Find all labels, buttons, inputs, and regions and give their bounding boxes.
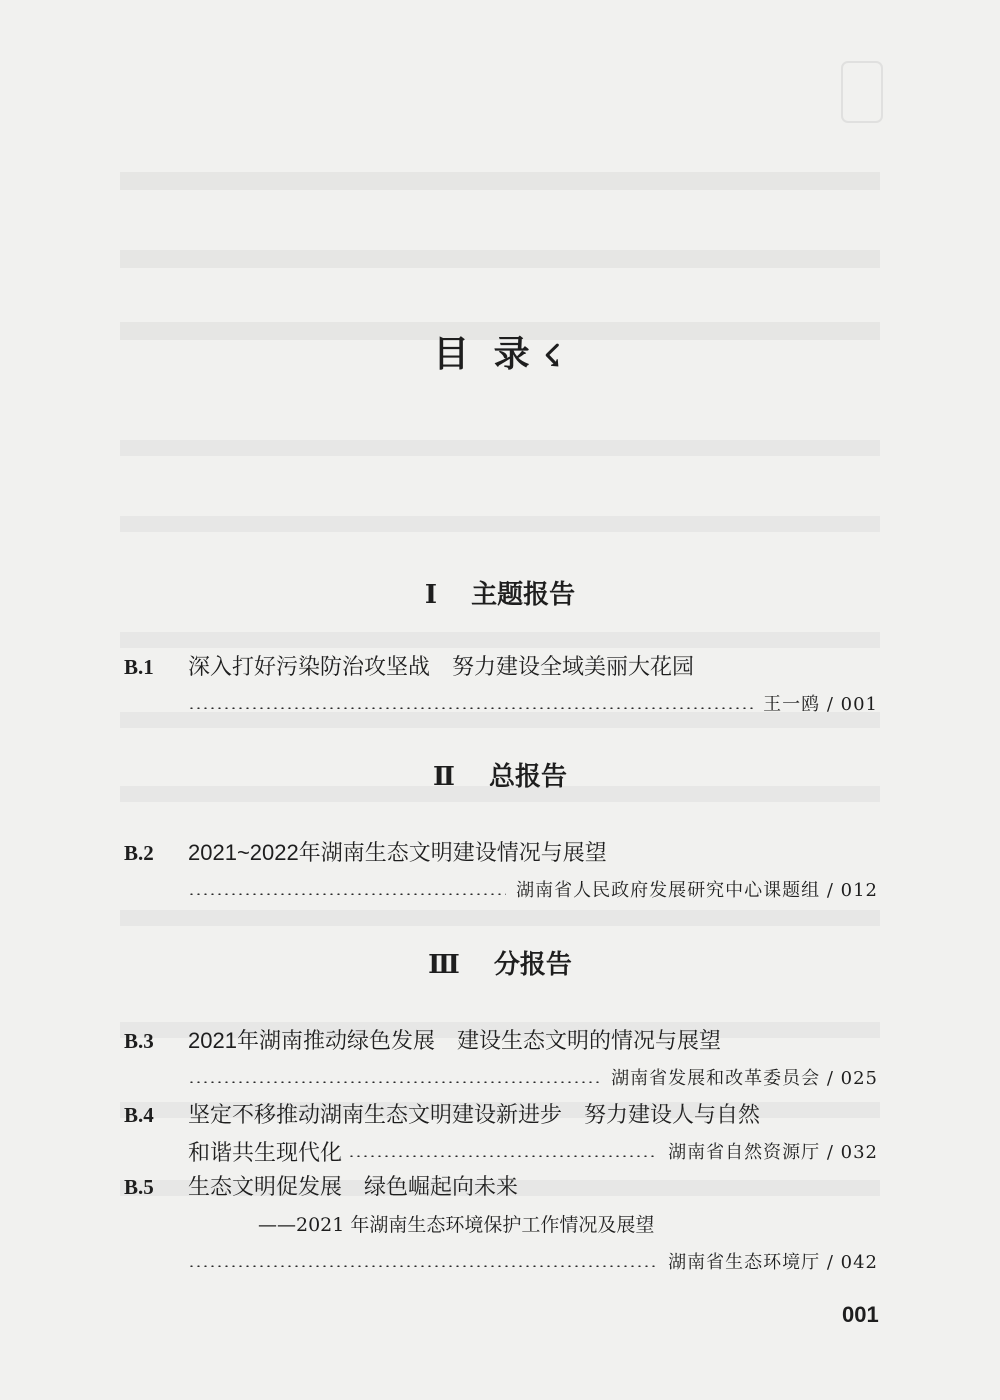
entry-subtitle: ——2021 年湖南生态环境保护工作情况及展望 (258, 1214, 655, 1236)
leader-dots (348, 1155, 658, 1157)
entry-code: B.5 (124, 1175, 154, 1199)
section-number: Ⅱ (433, 762, 455, 792)
entry-title: 深入打好污染防治攻坚战 努力建设全域美丽大花园 (188, 654, 695, 679)
title-mark-icon: ☇ (543, 339, 567, 374)
toc-entry-b2[interactable] (124, 834, 878, 910)
entry-code: B.4 (124, 1103, 154, 1127)
section-heading-3 (0, 944, 1000, 981)
entry-source: 湖南省发展和改革委员会 / 025 (611, 1068, 878, 1089)
section-heading-1 (0, 574, 1000, 611)
entry-source: 湖南省人民政府发展研究中心课题组 / 012 (516, 880, 878, 901)
page-title (0, 326, 1000, 377)
entry-source: 湖南省自然资源厅 / 032 (668, 1142, 878, 1163)
leader-dots (188, 1081, 601, 1083)
entry-code: B.1 (124, 655, 154, 679)
entry-title: 2021年湖南推动绿色发展 建设生态文明的情况与展望 (188, 1028, 721, 1053)
section-name: 主题报告 (471, 580, 576, 610)
entry-code: B.2 (124, 841, 154, 865)
toc-entry-b3[interactable] (124, 1022, 878, 1098)
toc-entry-b5[interactable] (124, 1168, 878, 1282)
section-number: Ⅰ (424, 580, 438, 610)
section-number: Ⅲ (428, 950, 460, 980)
entry-title-continued: 和谐共生现代化 (188, 1140, 343, 1165)
page-number: 001 (842, 1302, 879, 1327)
toc-entry-b4[interactable] (124, 1096, 878, 1172)
entry-title: 2021~2022年湖南生态文明建设情况与展望 (188, 840, 607, 865)
section-name: 总报告 (488, 762, 567, 792)
toc-entry-b1[interactable] (124, 648, 878, 724)
title-text: 目 录 (433, 333, 536, 375)
entry-source: 王一鸥 / 001 (763, 694, 878, 715)
entry-title: 坚定不移推动湖南生态文明建设新进步 努力建设人与自然 (188, 1102, 761, 1127)
leader-dots (188, 1265, 658, 1267)
section-heading-2 (0, 756, 1000, 793)
entry-title: 生态文明促发展 绿色崛起向未来 (188, 1174, 519, 1199)
leader-dots (188, 707, 753, 709)
entry-source: 湖南省生态环境厅 / 042 (668, 1252, 878, 1273)
section-name: 分报告 (493, 950, 572, 980)
leader-dots (188, 893, 506, 895)
entry-code: B.3 (124, 1029, 154, 1053)
